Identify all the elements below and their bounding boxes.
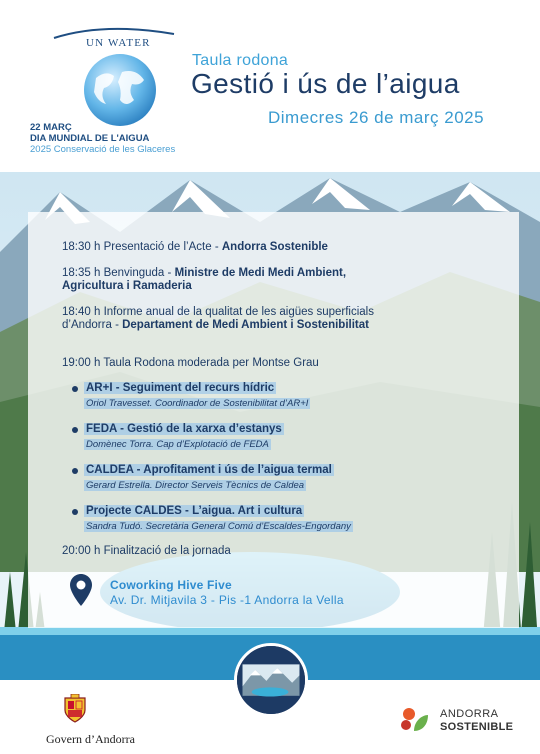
world-water-day-title: DIA MUNDIAL DE L'AIGUA	[30, 133, 150, 144]
event-date: Dimecres 26 de març 2025	[268, 108, 485, 127]
item3-sep: -	[111, 319, 123, 331]
item5-text: Finalització de la jornada	[103, 545, 231, 557]
session-speaker-text: Gerard Estrella. Director Serveis Tècnics de Caldea	[86, 480, 305, 491]
item2-time: 18:35 h	[62, 267, 101, 279]
session-bullet	[72, 468, 78, 474]
session-bullet	[72, 386, 78, 392]
item1-who: Andorra Sostenible	[221, 241, 328, 253]
session-speaker-text: Oriol Travesset. Coordinador de Sostenibilitat d’AR+I	[86, 398, 309, 409]
item4-time: 19:00 h	[62, 357, 101, 369]
item2-text: Benvinguda	[103, 267, 165, 279]
session-speaker	[84, 521, 353, 532]
session-title	[84, 423, 284, 436]
item1-time: 18:30 h	[62, 241, 101, 253]
item5-time: 20:00 h	[62, 545, 101, 557]
world-water-day-theme: 2025 Conservació de les Glaceres	[30, 144, 176, 155]
landscape-badge-icon	[234, 643, 308, 717]
item2-who-line2: Agricultura i Ramaderia	[62, 280, 192, 292]
un-water-globe-icon	[82, 52, 158, 128]
session-bullet	[72, 427, 78, 433]
session-title	[84, 505, 304, 518]
location-pin-icon	[70, 574, 92, 606]
header	[0, 0, 540, 172]
session-speaker	[84, 439, 271, 450]
andorra-sostenible-line2: SOSTENIBLE	[440, 721, 514, 733]
un-water-label: UN WATER	[86, 37, 151, 49]
programme-item-2	[62, 267, 346, 280]
session-title-text: FEDA - Gestió de la xarxa d’estanys	[86, 423, 282, 435]
andorra-sostenible-logo-icon	[398, 703, 430, 735]
session-title-text: AR+I - Seguiment del recurs hídric	[86, 382, 275, 394]
item3-time: 18:40 h	[62, 306, 101, 318]
item2-who-line1: Ministre de Medi Medi Ambient,	[174, 267, 347, 279]
programme-item-1	[62, 241, 328, 254]
programme-card	[28, 212, 519, 628]
item3-who: Departament de Medi Ambient i Sostenibilitat	[122, 319, 369, 331]
programme-item-2-cont	[62, 280, 192, 293]
govern-crest-icon	[63, 694, 87, 724]
session-speaker	[84, 480, 306, 491]
programme-item-4	[62, 357, 319, 370]
venue-address: Av. Dr. Mitjavila 3 - Pis -1 Andorra la Vella	[110, 593, 344, 607]
event-subtitle: Taula rodona	[192, 52, 289, 69]
item1-text: Presentació de l’Acte	[103, 241, 212, 253]
session-speaker-text: Domènec Torra. Cap d’Explotació de FEDA	[86, 439, 269, 450]
programme-item-3-cont	[62, 319, 369, 332]
andorra-sostenible-line1: ANDORRA	[440, 708, 499, 720]
item2-sep: -	[164, 267, 175, 279]
event-title: Gestió i ús de l’aigua	[191, 68, 460, 99]
session-bullet	[72, 509, 78, 515]
session-speaker	[84, 398, 310, 409]
session-title	[84, 464, 334, 477]
world-water-day-date: 22 MARÇ	[30, 122, 72, 133]
item1-sep: -	[211, 241, 222, 253]
session-title-text: CALDEA - Aprofitament i ús de l’aigua termal	[86, 464, 332, 476]
programme-item-3	[62, 306, 374, 319]
govern-andorra-label: Govern d’Andorra	[46, 732, 135, 746]
session-title-text: Projecte CALDES - L’aigua. Art i cultura	[86, 505, 303, 517]
item3-text-line2: d’Andorra	[62, 319, 112, 331]
session-title	[84, 382, 276, 395]
programme-item-5	[62, 545, 231, 558]
session-speaker-text: Sandra Tudó. Secretària General Comú d’Escaldes-Engordany	[86, 521, 351, 532]
item4-text: Taula Rodona moderada per Montse Grau	[103, 357, 319, 369]
item3-text-line1: Informe anual de la qualitat de les aigües superficials	[103, 306, 374, 318]
venue-name: Coworking Hive Five	[110, 578, 232, 592]
